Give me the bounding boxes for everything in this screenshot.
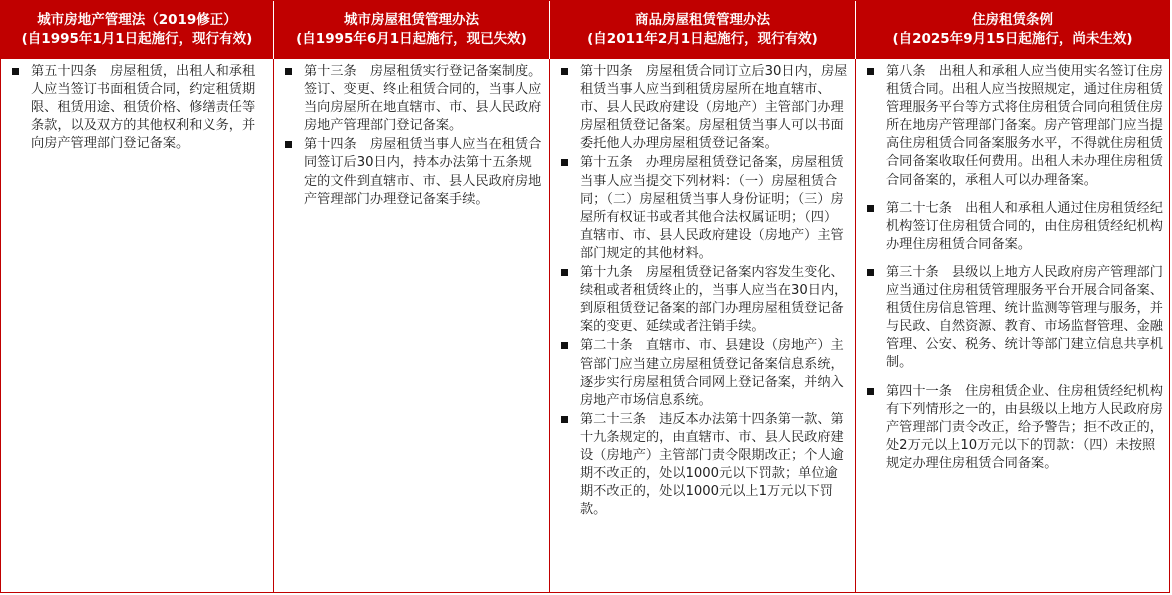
square-bullet-icon <box>12 68 19 75</box>
column-body-2 <box>274 59 550 592</box>
column-subtitle: (自1995年1月1日起施行，现行有效) <box>21 31 253 47</box>
list-item <box>558 411 849 520</box>
article-text: 第五十四条 房屋租赁，出租人和承租人应当签订书面租赁合同，约定租赁期限、租赁用途、租赁价格、修缮责任等条款，以及双方的其他权利和义务，并向房产管理部门登记备案。 <box>31 64 256 152</box>
square-bullet-icon <box>867 68 874 75</box>
list-item <box>864 200 1163 254</box>
column-body-4 <box>856 59 1169 592</box>
body-row <box>1 59 1169 592</box>
column-body-3 <box>550 59 856 592</box>
square-bullet-icon <box>561 68 568 75</box>
square-bullet-icon <box>561 159 568 166</box>
article-text: 第二十七条 出租人和承租人通过住房租赁经纪机构签订住房租赁合同的，由住房租赁经纪机构办理住房租赁合同备案。 <box>886 200 1163 252</box>
article-list <box>282 63 543 209</box>
list-item <box>9 63 267 153</box>
square-bullet-icon <box>867 269 874 276</box>
column-subtitle: (自1995年6月1日起施行，现已失效) <box>296 31 527 47</box>
column-subtitle: (自2025年9月15日起施行，尚未生效) <box>892 31 1133 47</box>
square-bullet-icon <box>285 68 292 75</box>
article-text: 第八条 出租人和承租人应当使用实名签订住房租赁合同。出租人应当按照规定，通过住房租赁管理服务平台等方式将住房租赁合同向租赁住房所在地房产管理部门备案。房产管理部门应当提高住房租赁合同备案服务水平，不得就住房租赁合同备案收取任何费用。出租人未办理住房租赁合同备案的，承租人可以办理备案。 <box>886 64 1163 188</box>
column-subtitle: (自2011年2月1日起施行，现行有效) <box>587 31 818 47</box>
article-text: 第四十一条 住房租赁企业、住房租赁经纪机构有下列情形之一的，由县级以上地方人民政府房产管理部门责令改正，给予警告；拒不改正的，处2万元以上10万元以下的罚款：（四）未按照规定办理住房租赁合同备案。 <box>886 383 1163 471</box>
column-title: 住房租赁条例 <box>972 12 1053 28</box>
column-title: 城市房屋租赁管理办法 <box>344 12 479 28</box>
article-text: 第十三条 房屋租赁实行登记备案制度。签订、变更、终止租赁合同的，当事人应当向房屋所在地直辖市、市、县人民政府房地产管理部门登记备案。 <box>304 64 542 134</box>
column-header-1 <box>1 1 274 59</box>
column-header-2 <box>274 1 550 59</box>
square-bullet-icon <box>867 388 874 395</box>
square-bullet-icon <box>867 205 874 212</box>
article-text: 第十九条 房屋租赁登记备案内容发生变化、续租或者租赁终止的，当事人应当在30日内，到原租赁登记备案的部门办理房屋租赁登记备案的变更、延续或者注销手续。 <box>580 265 848 335</box>
article-text: 第二十三条 违反本办法第十四条第一款、第十九条规定的，由直辖市、市、县人民政府建设（房地产）主管部门责令限期改正；个人逾期不改正的，处以1000元以下罚款；单位逾期不改正的，处以1000元以上1万元以下罚款。 <box>580 411 844 518</box>
list-item <box>558 154 849 263</box>
column-title: 城市房地产管理法（2019修正） <box>37 12 237 28</box>
column-title: 商品房屋租赁管理办法 <box>635 12 770 28</box>
list-item <box>864 264 1163 373</box>
list-item <box>558 63 849 153</box>
article-list <box>558 63 849 519</box>
article-text: 第三十条 县级以上地方人民政府房产管理部门应当通过住房租赁管理服务平台开展合同备案、租赁住房信息管理、统计监测等管理与服务，并与民政、自然资源、教育、市场监督管理、金融管理、公安、税务、统计等部门建立信息共享机制。 <box>886 264 1163 371</box>
column-body-1 <box>1 59 274 592</box>
article-list <box>9 63 267 153</box>
list-item <box>558 337 849 409</box>
square-bullet-icon <box>561 416 568 423</box>
list-item <box>558 264 849 336</box>
article-text: 第十四条 房屋租赁合同订立后30日内，房屋租赁当事人应当到租赁房屋所在地直辖市、市、县人民政府建设（房地产）主管部门办理房屋租赁登记备案。房屋租赁当事人可以书面委托他人办理房屋租赁登记备案。 <box>580 64 848 152</box>
article-text: 第二十条 直辖市、市、县建设（房地产）主管部门应当建立房屋租赁登记备案信息系统，逐步实行房屋租赁合同网上登记备案，并纳入房地产市场信息系统。 <box>580 338 844 408</box>
list-item <box>282 63 543 135</box>
article-text: 第十五条 办理房屋租赁登记备案，房屋租赁当事人应当提交下列材料：（一）房屋租赁合同；（二）房屋租赁当事人身份证明；（三）房屋所有权证书或者其他合法权属证明；（四）直辖市、市、县人民政府建设（房地产）主管部门规定的其他材料。 <box>580 155 844 261</box>
column-header-4 <box>856 1 1169 59</box>
square-bullet-icon <box>285 141 292 148</box>
list-item <box>282 136 543 208</box>
article-text: 第十四条 房屋租赁当事人应当在租赁合同签订后30日内，持本办法第十五条规定的文件到直辖市、市、县人民政府房地产管理部门办理登记备案手续。 <box>304 137 542 207</box>
column-header-3 <box>550 1 856 59</box>
square-bullet-icon <box>561 269 568 276</box>
square-bullet-icon <box>561 342 568 349</box>
list-item <box>864 383 1163 473</box>
list-item <box>864 63 1163 190</box>
article-list <box>864 63 1163 473</box>
header-row <box>1 1 1169 59</box>
